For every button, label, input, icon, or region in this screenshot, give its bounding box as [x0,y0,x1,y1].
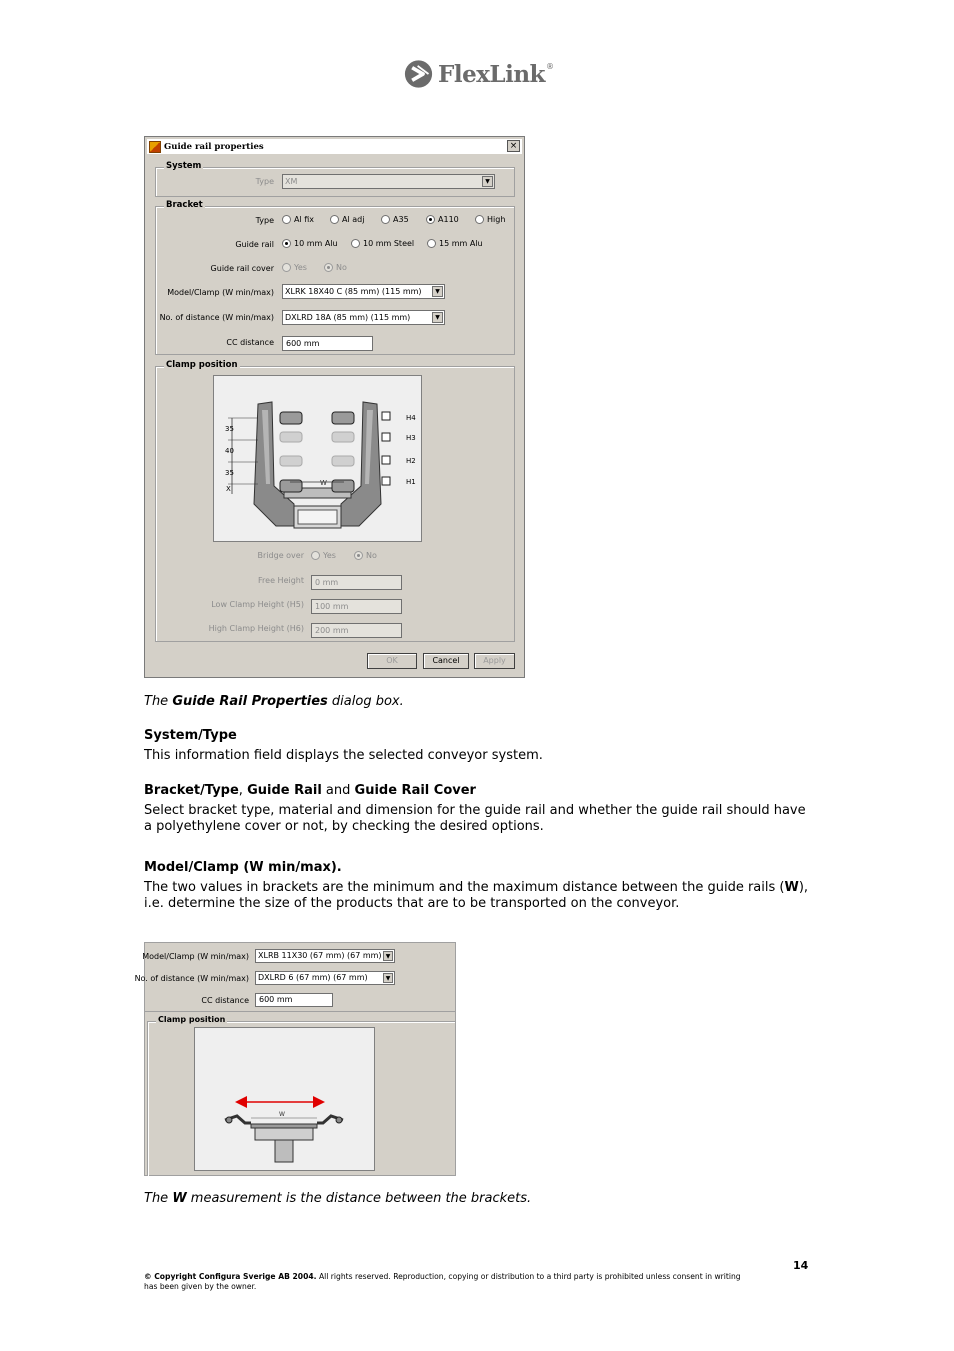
clamp-position-label: Clamp position [166,360,238,370]
radio-a35[interactable]: A35 [381,215,409,224]
chevron-down-icon: ▼ [432,312,443,323]
chevron-down-icon: ▼ [383,973,393,983]
low-clamp-height-label: Low Clamp Height (H5) [211,600,304,609]
model-clamp-select[interactable]: XLRK 18X40 C (85 mm) (115 mm) ▼ [282,284,445,299]
free-height-input[interactable]: 0 mm [311,575,402,590]
chevron-down-icon: ▼ [432,286,443,297]
radio-10mm-steel[interactable]: 10 mm Steel [351,239,414,248]
model-clamp-label: Model/Clamp (W min/max) [167,288,274,297]
system-type-select[interactable]: XM ▼ [282,174,495,189]
clamp-position-group [155,360,515,642]
dim-label: 35 [225,469,234,477]
radio-al-fix[interactable]: Al fix [282,215,314,224]
cc-distance-label: CC distance [226,338,274,347]
radio-10mm-alu[interactable]: 10 mm Alu [282,239,338,248]
radio-15mm-alu[interactable]: 15 mm Alu [427,239,483,248]
w-label: W [320,479,327,487]
app-icon [149,141,161,153]
ok-button[interactable]: OK [367,653,417,669]
radio-selected-icon [324,263,333,272]
radio-high[interactable]: High [475,215,505,224]
high-clamp-height-input[interactable]: 200 mm [311,623,402,638]
height-label: H4 [406,414,416,422]
guide-rail-properties-dialog [144,136,525,678]
heading-bracket: Bracket/Type, Guide Rail and Guide Rail Cover [144,783,476,798]
radio-icon [427,239,436,248]
bracket-group-label: Bracket [166,200,203,210]
logo-text: FlexLink [438,60,545,88]
cancel-button[interactable]: Cancel [423,653,469,669]
system-group-label: System [166,161,202,171]
radio-cover-yes[interactable]: Yes [282,263,307,272]
model-clamp-label: Model/Clamp (W min/max) [142,952,249,961]
bracket-group [155,200,515,355]
clamp-diagram-w [194,1027,375,1171]
apply-button[interactable]: Apply [474,653,515,669]
chevron-down-icon: ▼ [383,951,393,961]
radio-icon [282,263,291,272]
bridge-over-label: Bridge over [257,551,304,560]
no-of-distance-select[interactable]: DXLRD 18A (85 mm) (115 mm) ▼ [282,310,445,325]
no-of-distance-label: No. of distance (W min/max) [159,313,274,322]
clamp-position-label: Clamp position [158,1015,226,1024]
logo-registered: ® [546,62,554,71]
radio-icon [311,551,320,560]
w-label: W [279,1111,285,1118]
free-height-label: Free Height [258,576,304,585]
radio-icon [475,215,484,224]
height-label: H1 [406,478,416,486]
guide-rail-label: Guide rail [235,240,274,249]
radio-cover-no[interactable]: No [324,263,347,272]
para-model-clamp: The two values in brackets are the minimum and the maximum distance between the guide rails (W), i.e. determine the size of the products that are to be transported on the conveyor. [144,880,809,911]
copyright-footer: © Copyright Configura Sverige AB 2004. All rights reserved. Reproduction, copying or distribution to a third party is prohibited unless consent in writing has been given by the owner. [144,1272,741,1291]
radio-bridge-yes[interactable]: Yes [311,551,336,560]
page-number: 14 [793,1259,809,1272]
radio-icon [282,215,291,224]
bracket-w-illustration [195,1028,374,1170]
guide-rail-cover-label: Guide rail cover [210,264,274,273]
dim-label: 35 [225,425,234,433]
height-label: H3 [406,434,416,442]
dialog-titlebar [147,139,522,154]
dim-label: 40 [225,447,234,455]
no-of-distance-label: No. of distance (W min/max) [134,974,249,983]
model-clamp-dialog-crop [134,942,456,1176]
dialog-title: Guide rail properties [164,141,264,152]
cc-distance-label: CC distance [201,996,249,1005]
bracket-type-label: Type [255,216,274,225]
radio-bridge-no[interactable]: No [354,551,377,560]
dim-label: X [226,485,231,493]
system-group [155,161,515,197]
radio-icon [351,239,360,248]
radio-selected-icon [282,239,291,248]
caption-guide-rail-dialog: The Guide Rail Properties dialog box. [144,694,404,709]
heading-model-clamp: Model/Clamp (W min/max). [144,860,342,875]
para-system-type: This information field displays the selected conveyor system. [144,748,543,763]
divider [145,1011,455,1012]
model-clamp-select[interactable]: XLRB 11X30 (67 mm) (67 mm) ▼ [255,949,395,963]
flexlink-logo-icon [404,58,433,90]
high-clamp-height-label: High Clamp Height (H6) [208,624,304,633]
low-clamp-height-input[interactable]: 100 mm [311,599,402,614]
heading-system-type: System/Type [144,728,237,743]
system-type-label: Type [255,177,274,186]
clamp-diagram [213,375,422,542]
bracket-illustration [214,376,421,541]
radio-a110[interactable]: A110 [426,215,459,224]
radio-al-adj[interactable]: Al adj [330,215,364,224]
radio-icon [330,215,339,224]
radio-selected-icon [354,551,363,560]
caption-w-measurement: The W measurement is the distance between the brackets. [144,1191,532,1206]
radio-icon [381,215,390,224]
para-bracket: Select bracket type, material and dimension for the guide rail and whether the guide rail should have a polyethylene cover or not, by checking the desired options. [144,803,806,834]
no-of-distance-select[interactable]: DXLRD 6 (67 mm) (67 mm) ▼ [255,971,395,985]
cc-distance-input[interactable]: 600 mm [255,993,333,1007]
radio-selected-icon [426,215,435,224]
chevron-down-icon: ▼ [482,176,493,187]
height-label: H2 [406,457,416,465]
flexlink-logo [404,56,554,92]
close-button[interactable]: × [507,140,520,152]
cc-distance-input[interactable]: 600 mm [282,336,373,351]
